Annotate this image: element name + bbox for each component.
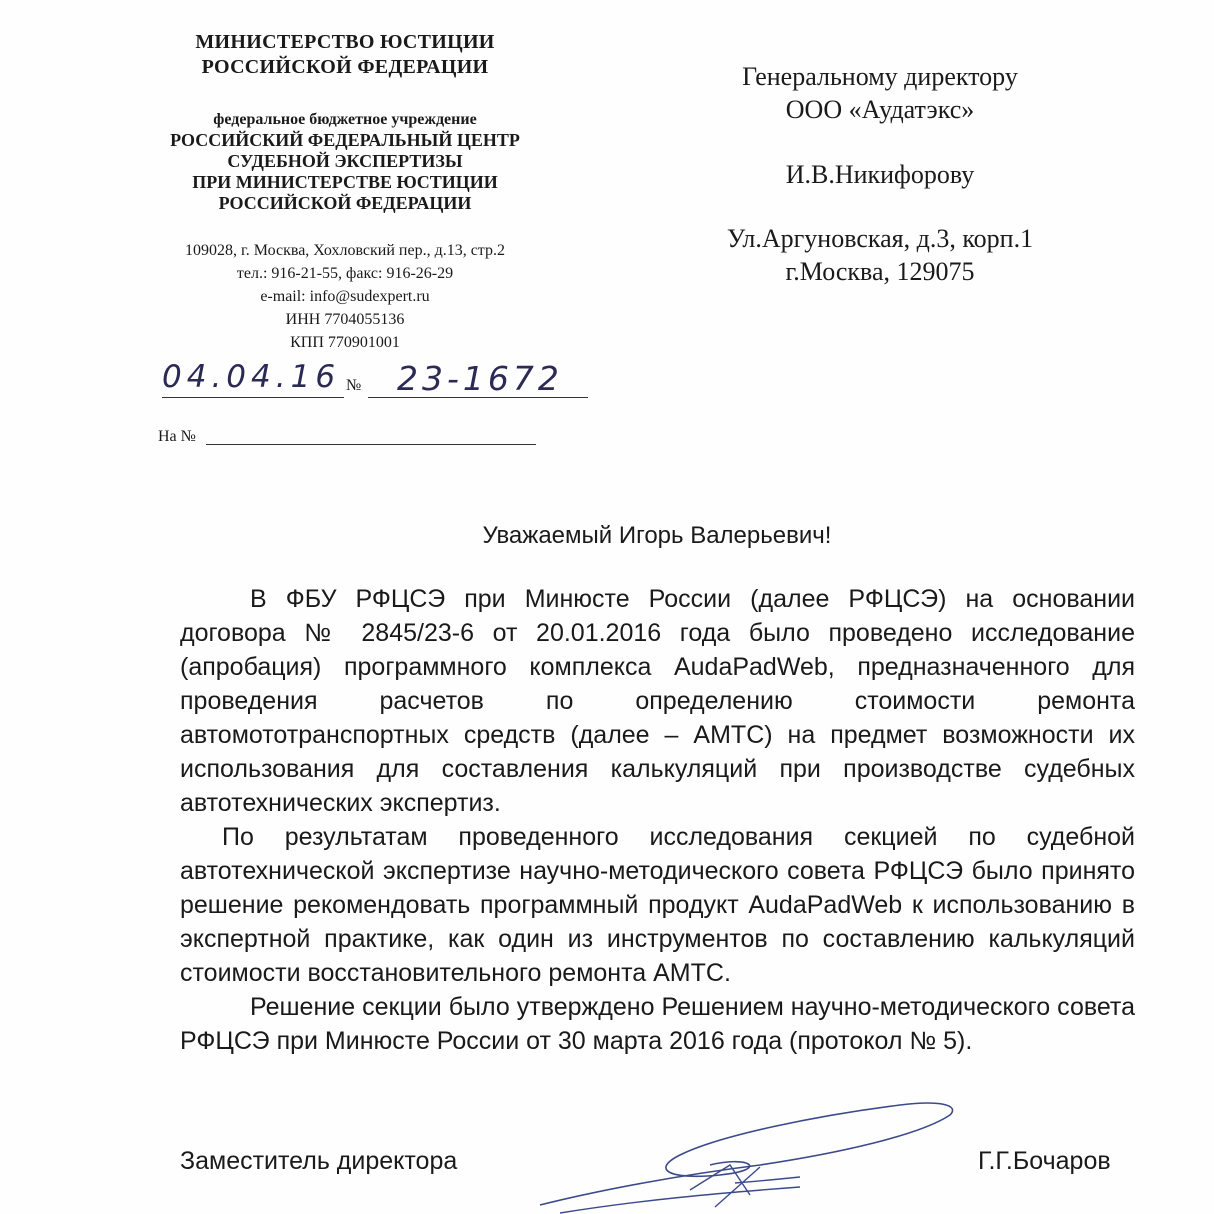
org-type: федеральное бюджетное учреждение: [213, 111, 477, 128]
date-underline: [162, 397, 344, 398]
ministry-name: [120, 30, 570, 80]
incoming-reference: [158, 428, 538, 450]
signatory-name: Г.Г.Бочаров: [978, 1147, 1111, 1175]
letterhead: [120, 30, 570, 354]
ministry-line-2: РОССИЙСКОЙ ФЕДЕРАЦИИ: [201, 56, 489, 78]
org-line-2: СУДЕБНОЙ ЭКСПЕРТИЗЫ: [227, 151, 463, 171]
addressee-company: ООО «Аудатэкс»: [785, 95, 975, 124]
org-line-3: ПРИ МИНИСТЕРСТВЕ ЮСТИЦИИ: [192, 172, 498, 192]
org-line-4: РОССИЙСКОЙ ФЕДЕРАЦИИ: [218, 193, 472, 213]
addressee-name: И.В.Никифорову: [785, 160, 975, 189]
handwritten-date: 04.04.16: [162, 359, 341, 395]
handwritten-number: 23-1672: [397, 359, 563, 398]
org-email: e-mail: info@sudexpert.ru: [260, 288, 430, 305]
salutation: Уважаемый Игорь Валерьевич!: [482, 522, 832, 549]
outgoing-number: [162, 355, 592, 405]
number-label: №: [346, 377, 362, 394]
org-address: 109028, г. Москва, Хохловский пер., д.13, стр.2: [185, 242, 505, 259]
paragraph-2: По результатам проведенного исследования секцией по судебной автотехнической экспертизе научно-методического совета РФЦСЭ было принято решение рекомендовать программный продукт AudaPadWeb к использованию в экспертной практике, как один из инструментов по составлению калькуляций стоимости восстановительного ремонта АМТС.: [180, 823, 1135, 987]
handwritten-signature: [520, 1095, 970, 1214]
addressee-position: Генеральному директору: [742, 62, 1018, 91]
paragraph-3: Решение секции было утверждено Решением научно-методического совета РФЦСЭ при Минюсте России от 30 марта 2016 года (протокол № 5).: [180, 993, 1135, 1055]
paragraph-1: В ФБУ РФЦСЭ при Минюсте России (далее РФЦСЭ) на основании договора № 2845/23-6 от 20.01.2016 года было проведено исследование (апробация) программного комплекса AudaPadWeb, предназначенного для проведения расчетов по определению стоимости ремонта автомототранспортных средств (далее – АМТС) на предмет возможности их использования для составления калькуляций при производстве судебных автотехнических экспертиз.: [180, 585, 1135, 817]
addressee-city: г.Москва, 129075: [785, 257, 975, 286]
incoming-underline: [206, 444, 536, 445]
number-underline: [368, 397, 588, 398]
addressee-street: Ул.Аргуновская, д.3, корп.1: [726, 224, 1034, 253]
ministry-line-1: МИНИСТЕРСТВО ЮСТИЦИИ: [195, 31, 495, 53]
org-phone: тел.: 916-21-55, факс: 916-26-29: [236, 265, 454, 282]
organization-name: [120, 109, 570, 214]
org-kpp: КПП 770901001: [290, 334, 400, 351]
contacts: [120, 239, 570, 354]
addressee: [690, 60, 1070, 288]
incoming-label: На №: [158, 428, 196, 445]
letter-body: [180, 582, 1135, 1058]
org-inn: ИНН 7704055136: [285, 311, 405, 328]
signatory-title: Заместитель директора: [180, 1147, 458, 1175]
org-line-1: РОССИЙСКИЙ ФЕДЕРАЛЬНЫЙ ЦЕНТР: [170, 130, 520, 150]
